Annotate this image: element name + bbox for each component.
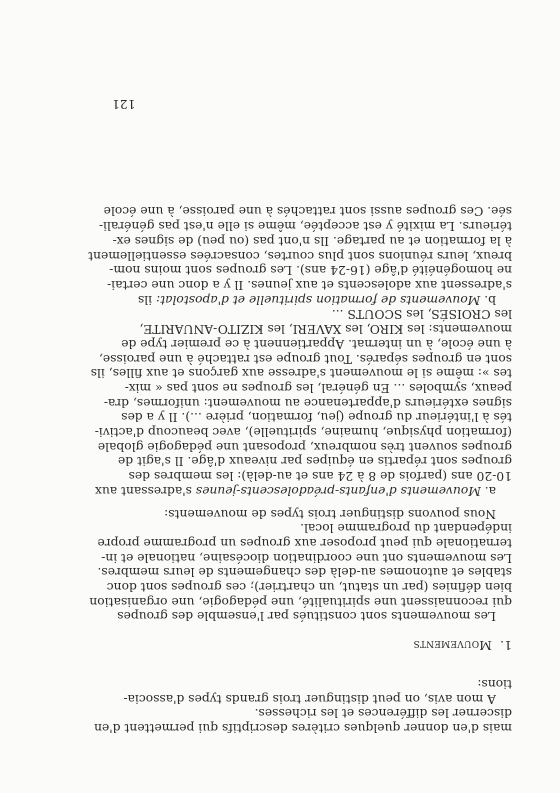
page-number: 121 (112, 97, 136, 111)
spacer (78, 623, 512, 637)
text-line: térieurs. La mixité y est acceptée, même si elle n'est pas générali- (98, 219, 512, 234)
mouvements-paragraph (78, 521, 512, 624)
text-line: indépendant du programme local. (300, 521, 512, 536)
text-line: ne homogénéité d'âge (16-24 ans). Les groupes sont moins nom- (109, 263, 512, 278)
item-a (78, 307, 512, 498)
text-line: tions: (477, 676, 512, 691)
item-a-term: Mouvements d'enfants-préadolescents-jeunes (195, 483, 481, 498)
item-a-term-rest: s'adressant aux (94, 483, 192, 498)
item-b-term: Mouvements de formation spirituelle et d'apostolat: (156, 292, 481, 307)
text-line: discerner les différences et les richesses. (254, 706, 512, 721)
section-heading (78, 637, 512, 652)
section-number: 1. (499, 638, 512, 653)
item-b (78, 204, 512, 307)
intro-paragraph (78, 676, 512, 735)
text-line: (formation physique, humaine, spirituelle), avec beaucoup d'activi- (94, 425, 512, 440)
text-line: mouvements: les KIRO, les XAVERI, les KIZITO-ANUARITE, (139, 322, 512, 337)
text-line: stables et autonomes au-delà des changements de leurs membres. (97, 565, 512, 580)
text-line: qui reconnaissent une spiritualité, une pédagogie, une organisation (89, 594, 512, 609)
text-line: à la formation et au partage. Ils n'ont pas (ou peu) de signes ex- (112, 233, 512, 248)
text-line: groupes sont répartis en équipes par niveaux d'âge. Il s'agit de (118, 454, 512, 469)
text-line: mais d'en donner quelques critères descriptifs qui permettent d'en (94, 721, 512, 735)
text-line: signes extérieurs d'appartenance au mouvement: uniformes, dra- (103, 395, 512, 410)
text-line: les CROISÉS, les SCOUTS ... (331, 307, 512, 322)
text-line: A mon avis, on peut distinguer trois grands types d'associa- (123, 691, 496, 706)
text-line: ternationale qui peut proposer aux groupes un programme propre (97, 535, 512, 550)
item-b-term-rest: ils (137, 292, 153, 307)
spacer (78, 652, 512, 676)
types-intro-line: Nous pouvons distinguer trois types de mouvements: (164, 506, 496, 521)
text-line: sont en groupes séparés. Tout groupe est rattaché à une paroisse, (98, 351, 512, 366)
text-line: tes »: même si le mouvement s'adresse aux garçons et aux filles, ils (90, 366, 512, 381)
text-line: Les mouvements sont constitués par l'ensemble des groupes (117, 609, 496, 624)
item-a-label: a. (484, 483, 496, 498)
text-line: tés à l'intérieur du groupe (jeu, formation, prière ...). Il y a des (121, 410, 512, 425)
text-line: breux, leurs réunions sont plus courtes, consacrées essentiellement (88, 248, 512, 263)
text-line: groupes souvent très nombreux, proposant une pédagogie globale (97, 439, 512, 454)
text-line: peaux, symboles ... En général, les groupes ne sont pas « mix- (124, 380, 512, 395)
spacer (78, 498, 512, 506)
text-line: s'adressent aux adolescents et aux jeunes. Il y a donc une certai- (107, 278, 512, 293)
item-b-label: b. (484, 292, 496, 307)
text-line: 10-20 ans (parfois de 8 à 24 ans et au-delà): les membres des (128, 469, 512, 484)
text-line: sée. Ces groupes aussi sont rattachés à une paroisse, à une école (103, 204, 512, 219)
text-line: à une école, à un internat. Appartiennent à ce premier type de (121, 336, 512, 351)
item-b-first-line (78, 292, 512, 307)
text-line: bien définies (par un statut, un chartrier); ces groupes sont donc (106, 580, 512, 595)
section-title: Mouvements (413, 638, 492, 653)
text-line: Les mouvements ont une coordination diocésaine, nationale et in- (101, 550, 512, 565)
item-a-first-line (78, 483, 512, 498)
page-body (78, 204, 512, 735)
